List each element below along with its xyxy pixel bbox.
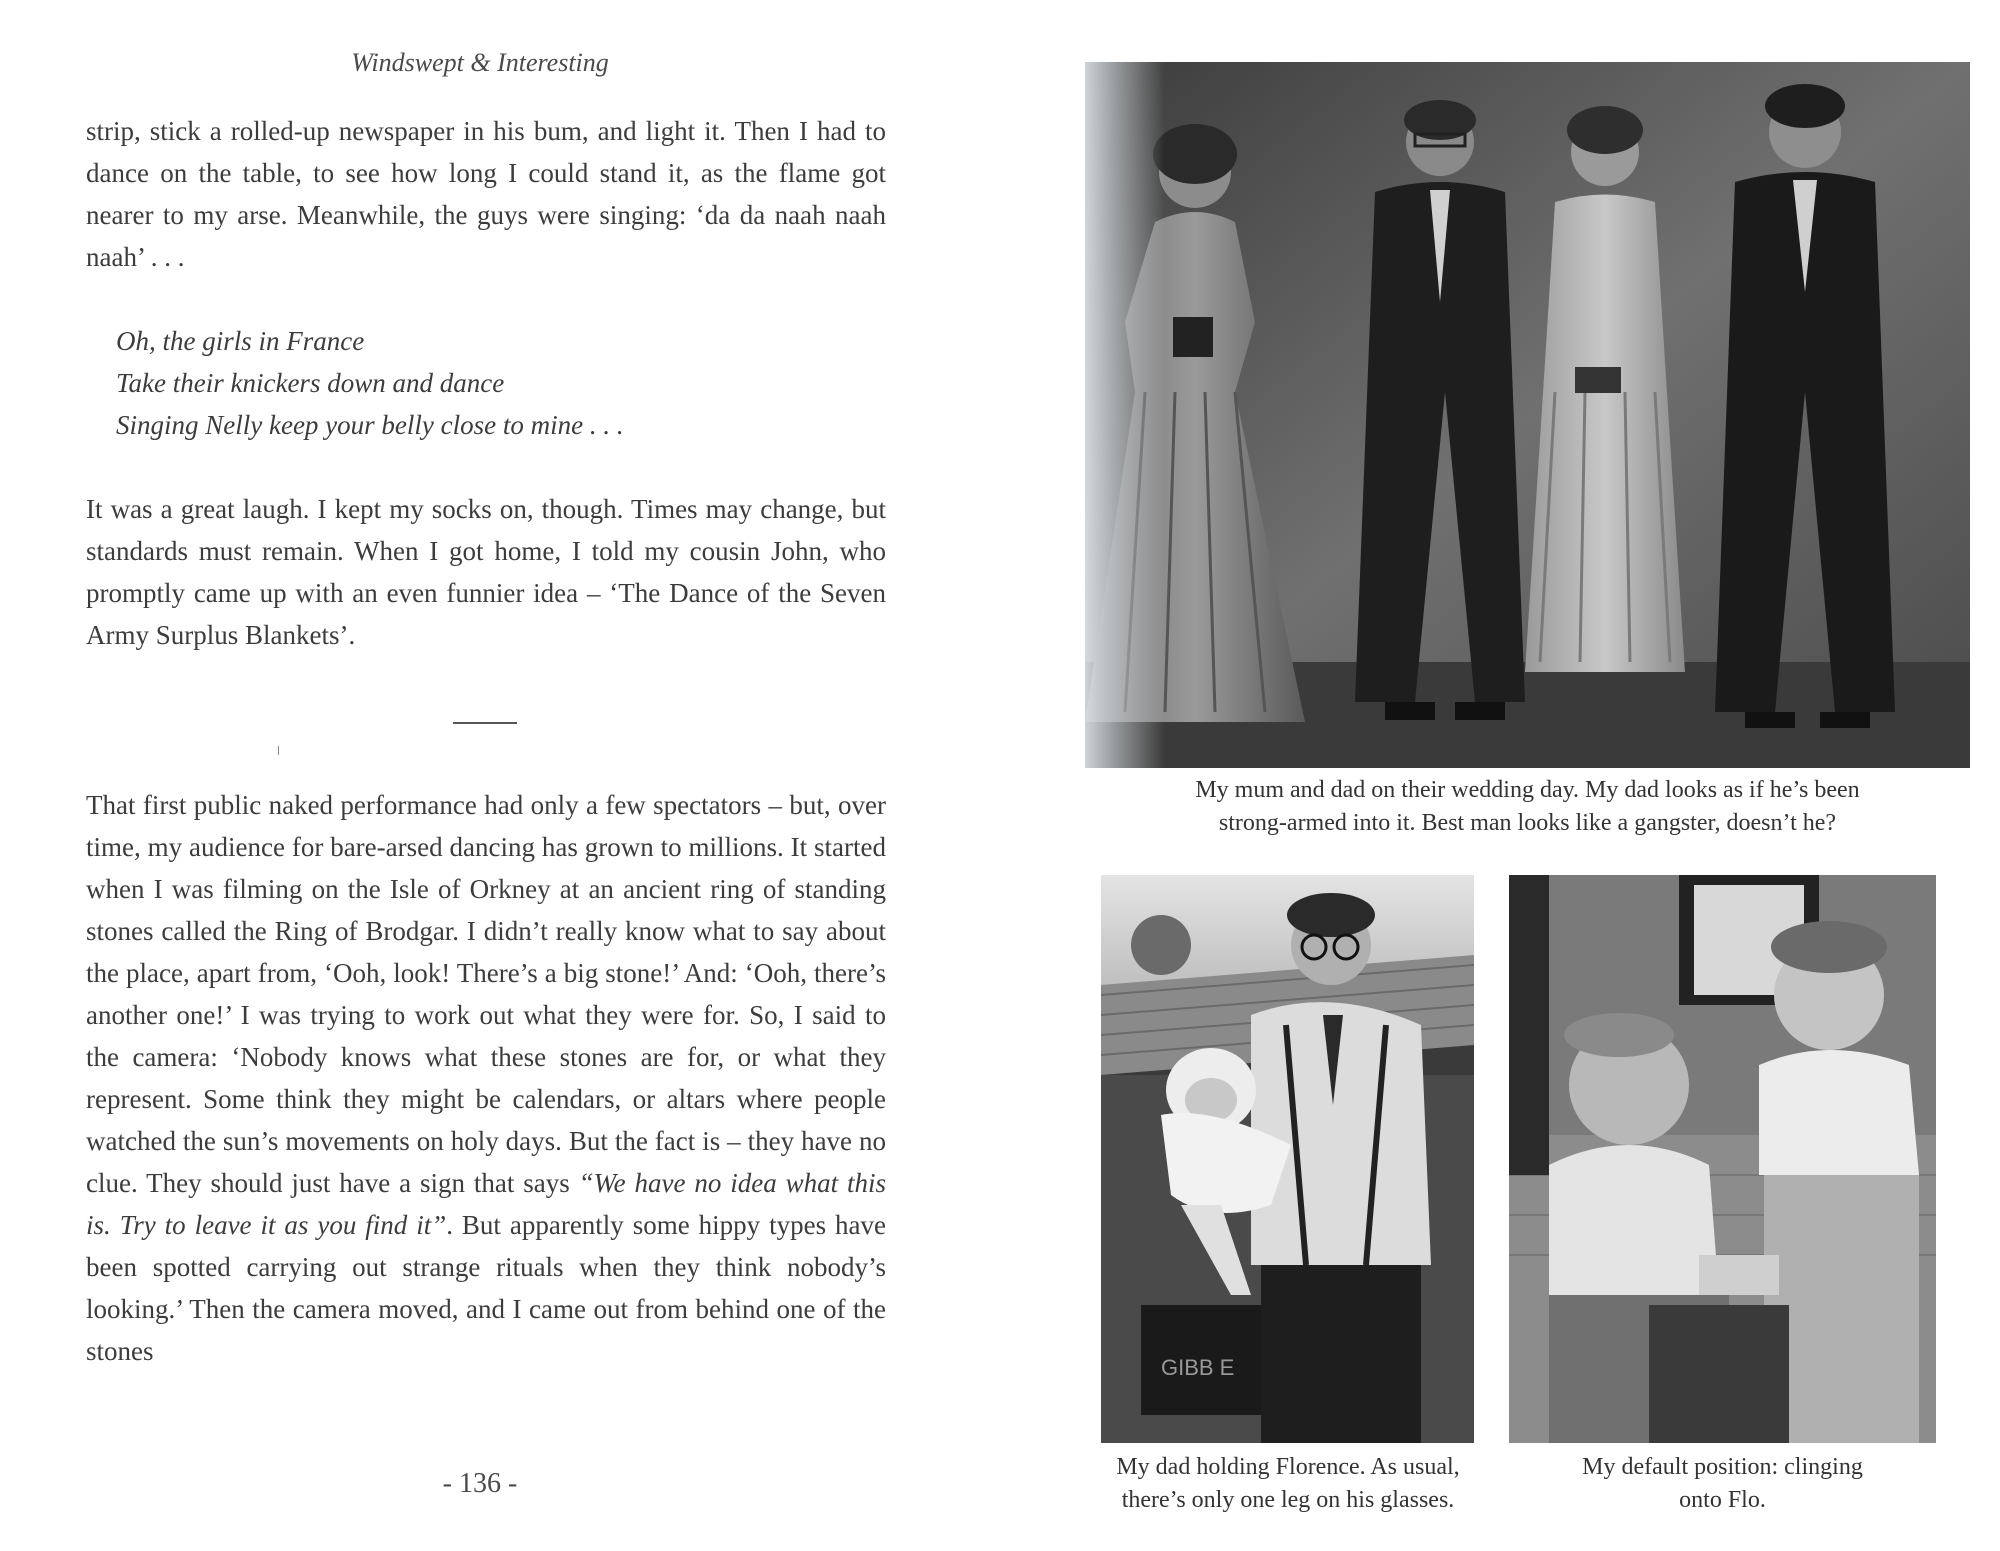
- clinging-onto-flo-photo: [1509, 875, 1936, 1443]
- poem-verse: [116, 320, 876, 446]
- dad-caption-line-1: My dad holding Florence. As usual,: [1116, 1454, 1460, 1480]
- dad-holding-florence-photo: [1101, 875, 1474, 1443]
- flo-photo-caption: [1509, 1451, 1936, 1517]
- section-break-rule: [453, 722, 517, 724]
- paragraph-3-italic-quote: “We have no idea what this is. Try to leave it as you find it”: [86, 1168, 886, 1240]
- running-head: Windswept & Interesting: [351, 48, 609, 77]
- paragraph-3: [86, 784, 886, 1372]
- wedding-photo: [1085, 62, 1970, 768]
- pram-lettering: GIBB E: [1161, 1355, 1235, 1380]
- flo-caption-line-2: onto Flo.: [1679, 1487, 1766, 1513]
- poem-line-1: Oh, the girls in France: [116, 326, 365, 356]
- dad-photo-image: [1101, 875, 1474, 1443]
- wedding-caption-line-1: My mum and dad on their wedding day. My dad looks as if he’s been: [1195, 777, 1860, 803]
- paragraph-3-text-start: That first public naked performance had only a few spectators – but, over time, my audience for bare-arsed dancing has grown to millions. It started when I was filming on the Isle of Orkney at an ancient ring of standing stones called the Ring of Brodgar. I didn’t really know what to say about the place, apart from, ‘Ooh, look! There’s a big stone!’ And: ‘Ooh, there’s another one!’ I was trying to work out what they were for. So, I said to the camera: ‘Nobody knows what these stones are for, or what they represent. Some think they might be calendars, or altars where people watched the sun’s movements on holy days. But the fact is – they have no clue. They should just have a sign that says: [86, 790, 886, 1198]
- dad-photo-caption: [1078, 1451, 1498, 1517]
- wedding-caption-line-2: strong-armed into it. Best man looks like a gangster, doesn’t he?: [1218, 810, 1837, 836]
- poem-line-3: Singing Nelly keep your belly close to mine . . .: [116, 410, 624, 440]
- wedding-photo-caption: [1085, 774, 1970, 840]
- flo-photo-image: [1509, 875, 1936, 1443]
- paragraph-2: It was a great laugh. I kept my socks on, though. Times may change, but standards must remain. When I got home, I told my cousin John, who promptly came up with an even funnier idea – ‘The Dance of the Seven Army Surplus Blankets’.: [86, 494, 886, 650]
- print-speck: [278, 746, 279, 755]
- page-number: - 136 -: [442, 1468, 518, 1499]
- wedding-photo-image: [1085, 62, 1970, 768]
- flo-caption-line-1: My default position: clinging: [1582, 1454, 1863, 1480]
- poem-line-2: Take their knickers down and dance: [116, 368, 505, 398]
- paragraph-1: strip, stick a rolled-up newspaper in his bum, and light it. Then I had to dance on the table, to see how long I could stand it, as the flame got nearer to my arse. Meanwhile, the guys were singing: ‘da da naah naah naah’ . . .: [86, 116, 886, 272]
- paragraph-3-text-end: . But apparently some hippy types have been spotted carrying out strange rituals when they think nobody’s looking.’ Then the camera moved, and I came out from behind one of the stones: [86, 1210, 886, 1366]
- right-page: [1000, 0, 2000, 1551]
- dad-caption-line-2: there’s only one leg on his glasses.: [1121, 1487, 1455, 1513]
